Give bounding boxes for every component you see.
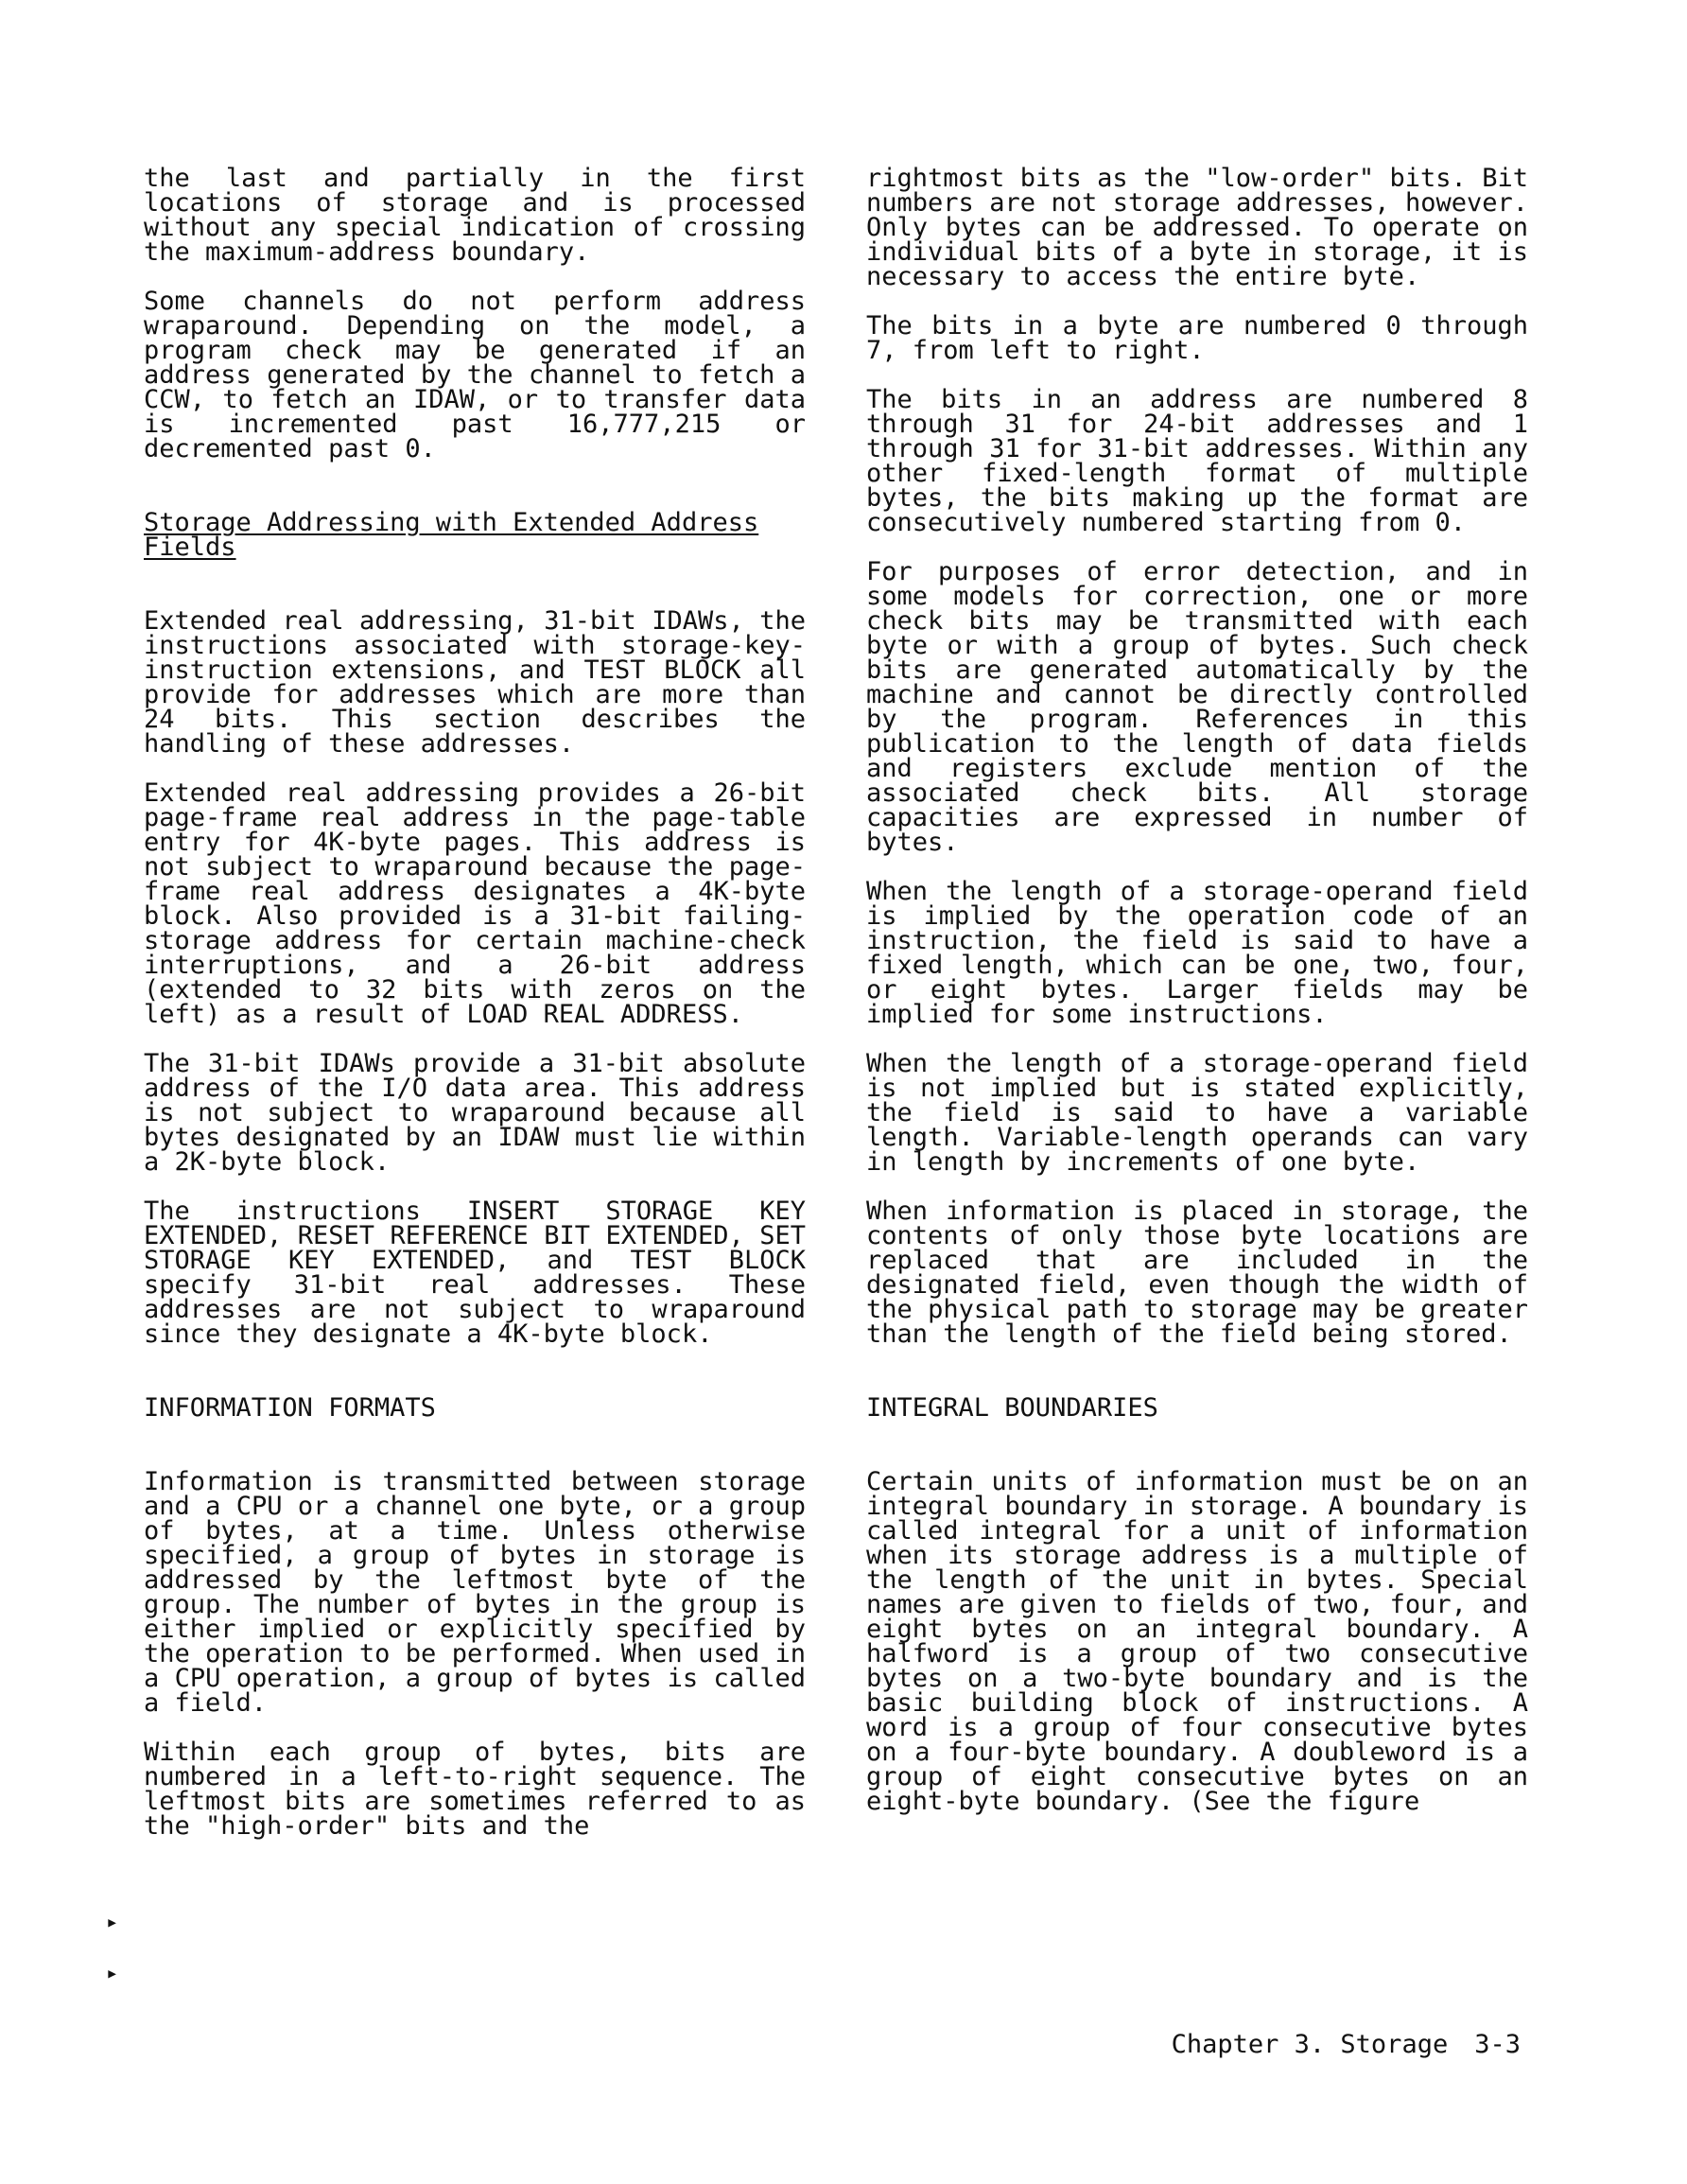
- page-number: 3-3: [1474, 2030, 1521, 2059]
- paragraph: The bits in an address are numbered 8 through 31 for 24-bit addresses and 1 through 31 for 31-bit addresses. Within any other fixed-length format of multiple bytes, the bits making up the format are consecutively numbered starting from 0.: [866, 385, 1528, 537]
- chapter-title: Chapter 3. Storage: [1171, 2030, 1449, 2059]
- paragraph: Information is transmitted between storage and a CPU or a channel one byte, or a group of bytes, at a time. Unless otherwise specified, a group of bytes in storage is addressed by the leftmost byte of the group. The number of bytes in the group is either implied or explicitly specified by the operation to be performed. When used in a CPU operation, a group of bytes is called a field.: [144, 1467, 806, 1718]
- paragraph: Some channels do not perform address wraparound. Depending on the model, a program check may be generated if an address generated by the channel to fetch a CCW, to fetch an IDAW, or to transfer data is incremented past 16,777,215 or decremented past 0.: [144, 287, 806, 463]
- section-heading: INTEGRAL BOUNDARIES: [866, 1393, 1158, 1423]
- paragraph: Extended real addressing, 31-bit IDAWs, the instructions associated with storage-key-instruction extensions, and TEST BLOCK all provide for addresses which are more than 24 bits. This section describes the handling of these addresses.: [144, 606, 806, 759]
- change-bar-icon: ▸: [106, 1962, 119, 1985]
- page-footer: [1171, 2030, 1521, 2059]
- paragraph: rightmost bits as the "low-order" bits. Bit numbers are not storage addresses, however. Only bytes can be addressed. To operate on individual bits of a byte in storage, it is necessary to access the entire byte.: [866, 164, 1528, 291]
- section-subheading: Storage Addressing with Extended Address Fields: [144, 508, 759, 562]
- change-bar-icon: ▸: [106, 1911, 119, 1934]
- paragraph: The bits in a byte are numbered 0 through 7, from left to right.: [866, 311, 1528, 365]
- section-heading: INFORMATION FORMATS: [144, 1393, 436, 1423]
- paragraph: Extended real addressing provides a 26-bit page-frame real address in the page-table entry for 4K-byte pages. This address is not subject to wraparound because the page-frame real address designates a 4K-byte block. Also provided is a 31-bit failing-storage address for certain machine-check interruptions, and a 26-bit address (extended to 32 bits with zeros on the left) as a result of LOAD REAL ADDRESS.: [144, 778, 806, 1029]
- paragraph: The instructions INSERT STORAGE KEY EXTENDED, RESET REFERENCE BIT EXTENDED, SET STORAGE KEY EXTENDED, and TEST BLOCK specify 31-bit real addresses. These addresses are not subject to wraparound since they designate a 4K-byte block.: [144, 1197, 806, 1349]
- right-column: [866, 166, 1528, 1814]
- paragraph: the last and partially in the first locations of storage and is processed without any special indication of crossing the maximum-address boundary.: [144, 164, 806, 267]
- paragraph: When the length of a storage-operand field is not implied but is stated explicitly, the field is said to have a variable length. Variable-length operands can vary in length by increments of one byte.: [866, 1049, 1528, 1177]
- paragraph: Certain units of information must be on an integral boundary in storage. A boundary is called integral for a unit of information when its storage address is a multiple of the length of the unit in bytes. Special names are given to fields of two, four, and eight bytes on an integral boundary. A halfword is a group of two consecutive bytes on a two-byte boundary and is the basic building block of instructions. A word is a group of four consecutive bytes on a four-byte boundary. A doubleword is a group of eight consecutive bytes on an eight-byte boundary. (See the figure: [866, 1467, 1528, 1816]
- paragraph: When the length of a storage-operand field is implied by the operation code of an instruction, the field is said to have a fixed length, which can be one, two, four, or eight bytes. Larger fields may be implied for some instructions.: [866, 877, 1528, 1029]
- paragraph: When information is placed in storage, the contents of only those byte locations are replaced that are included in the designated field, even though the width of the physical path to storage may be greater than the length of the field being stored.: [866, 1197, 1528, 1349]
- paragraph: The 31-bit IDAWs provide a 31-bit absolute address of the I/O data area. This address is not subject to wraparound because all bytes designated by an IDAW must lie within a 2K-byte block.: [144, 1049, 806, 1177]
- paragraph: For purposes of error detection, and in some models for correction, one or more check bits may be transmitted with each byte or with a group of bytes. Such check bits are generated automatically by the machine and cannot be directly controlled by the program. References in this publication to the length of data fields and registers exclude mention of the associated check bits. All storage capacities are expressed in number of bytes.: [866, 557, 1528, 857]
- left-column: [144, 166, 806, 1839]
- paragraph: Within each group of bytes, bits are numbered in a left-to-right sequence. The leftmost bits are sometimes referred to as the "high-order" bits and the: [144, 1738, 806, 1841]
